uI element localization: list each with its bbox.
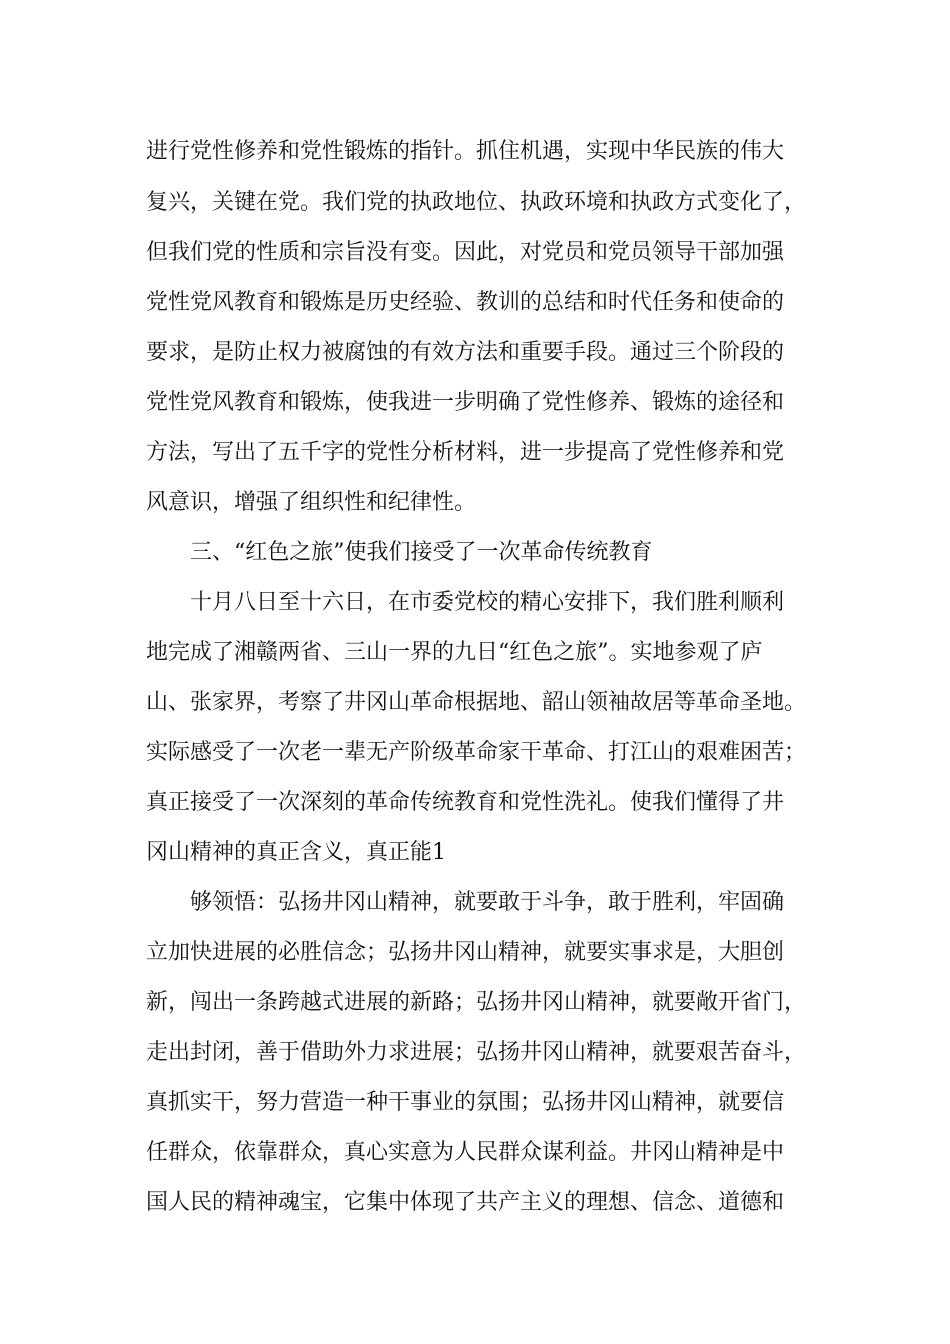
text-line: 真抓实干，努力营造一种干事业的氛围；弘扬井冈山精神，就要信 xyxy=(146,1090,785,1115)
text-line: 复兴，关键在党。我们党的执政地位、执政环境和执政方式变化了， xyxy=(146,190,807,215)
text-line: 但我们党的性质和宗旨没有变。因此，对党员和党员领导干部加强 xyxy=(146,240,785,265)
text-line: 方法，写出了五千字的党性分析材料，进一步提高了党性修养和党 xyxy=(146,440,785,465)
text-line: 党性党风教育和锻炼是历史经验、教训的总结和时代任务和使命的 xyxy=(146,290,785,315)
text-line: 立加快进展的必胜信念；弘扬井冈山精神，就要实事求是，大胆创 xyxy=(146,940,785,965)
text-line: 党性党风教育和锻炼，使我进一步明确了党性修养、锻炼的途径和 xyxy=(146,390,785,415)
text-line: 新，闯出一条跨越式进展的新路；弘扬井冈山精神，就要敞开省门， xyxy=(146,990,807,1015)
text-line: 任群众，依靠群众，真心实意为人民群众谋利益。井冈山精神是中 xyxy=(146,1140,785,1165)
text-line: 十月八日至十六日，在市委党校的精心安排下，我们胜利顺利 xyxy=(190,590,785,615)
text-line: 真正接受了一次深刻的革命传统教育和党性洗礼。使我们懂得了井 xyxy=(146,790,785,815)
text-line: 要求，是防止权力被腐蚀的有效方法和重要手段。通过三个阶段的 xyxy=(146,340,785,365)
text-line: 够领悟：弘扬井冈山精神，就要敢于斗争，敢于胜利，牢固确 xyxy=(190,890,785,915)
text-line: 山、张家界，考察了井冈山革命根据地、韶山领袖故居等革命圣地。 xyxy=(146,690,807,715)
text-line: 国人民的精神魂宝，它集中体现了共产主义的理想、信念、道德和 xyxy=(146,1190,785,1215)
text-line: 风意识，增强了组织性和纪律性。 xyxy=(146,490,477,515)
text-line: 走出封闭，善于借助外力求进展；弘扬井冈山精神，就要艰苦奋斗， xyxy=(146,1040,807,1065)
text-line: 冈山精神的真正含义，真正能1 xyxy=(146,840,446,865)
section-heading: 三、“红色之旅”使我们接受了一次革命传统教育 xyxy=(190,540,653,565)
text-line: 进行党性修养和党性锻炼的指针。抓住机遇，实现中华民族的伟大 xyxy=(146,139,785,164)
text-line: 实际感受了一次老一辈无产阶级革命家干革命、打江山的艰难困苦； xyxy=(146,740,807,765)
text-line: 地完成了湘赣两省、三山一界的九日“红色之旅”。实地参观了庐 xyxy=(146,640,763,665)
